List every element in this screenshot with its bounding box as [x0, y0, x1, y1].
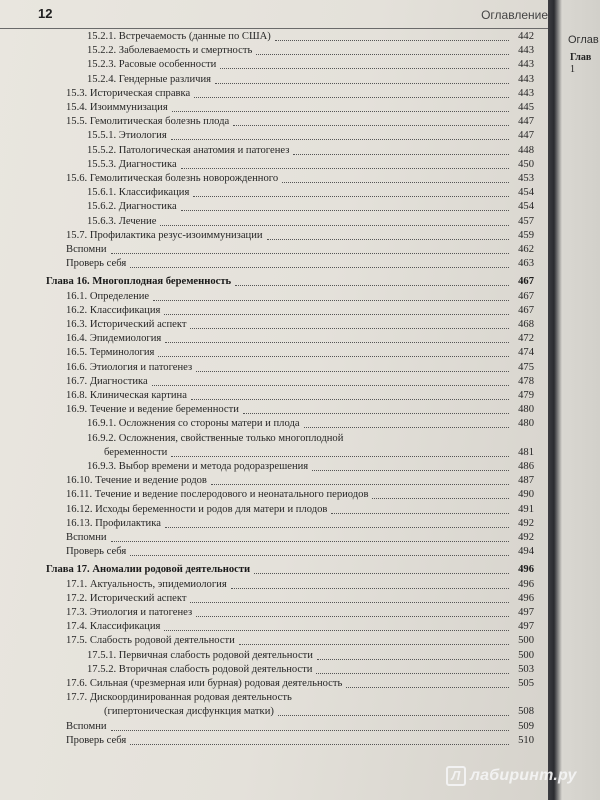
toc-entry: 16.3. Исторический аспект 468	[66, 319, 534, 330]
toc-chapter-heading: Глава 16. Многоплодная беременность 467	[46, 276, 534, 288]
toc-entry: 16.12. Исходы беременности и родов для матери и плодов 491	[66, 503, 534, 515]
toc-entry: 16.9.3. Выбор времени и метода родоразрешения 486	[87, 461, 534, 472]
toc-entry: 16.11. Течение и ведение послеродового и неонатального периодов 490	[66, 489, 534, 501]
toc-entry-first-line: 16.9.2. Осложнения, свойственные только многоплодной	[87, 432, 344, 444]
toc-entry: 16.13. Профилактика 492	[66, 517, 534, 529]
toc-entry: Проверь себя 463	[66, 258, 534, 270]
toc-entry: 16.10. Течение и ведение родов 487	[66, 475, 534, 487]
toc-entry: 15.5.2. Патологическая анатомия и патогенез 448	[87, 144, 534, 156]
toc-entry: 15.5.1. Этиология 447	[87, 130, 534, 142]
toc-entry: 15.2.2. Заболеваемость и смертность 443	[87, 45, 534, 57]
toc-entry: 17.6. Сильная (чрезмерная или бурная) родовая деятельность 505	[66, 678, 534, 689]
toc-entry: (гипертоническая дисфункция матки) 508	[104, 706, 534, 718]
toc-entry: 15.5.3. Диагностика 450	[87, 158, 534, 170]
toc-entry: 15.7. Профилактика резус-изоиммунизации 459	[66, 229, 534, 241]
toc-entry: 15.4. Изоиммунизация 445	[66, 102, 534, 113]
toc-entry: Вспомни 509	[66, 720, 534, 732]
toc-entry: 15.2.1. Встречаемость (данные по США) 442	[87, 31, 534, 42]
toc-entry: 16.7. Диагностика 478	[66, 375, 534, 387]
facing-running-title: Оглав	[568, 34, 599, 46]
toc-entry: 15.6. Гемолитическая болезнь новорожденного 453	[66, 173, 534, 184]
facing-page-edge	[548, 0, 600, 800]
toc-entry: 17.2. Исторический аспект 496	[66, 592, 534, 604]
toc-entry: 15.6.2. Диагностика 454	[87, 201, 534, 213]
toc-entry: 16.2. Классификация 467	[66, 304, 534, 316]
toc-entry: 15.2.4. Гендерные различия 443	[87, 73, 534, 85]
toc-chapter-heading: Глава 17. Аномалии родовой деятельности 496	[46, 564, 534, 576]
toc-entry: Проверь себя 510	[66, 734, 534, 746]
toc-entry: 15.3. Историческая справка 443	[66, 87, 534, 99]
toc-entry: 15.6.1. Классификация 454	[87, 187, 534, 199]
labirint-logo-icon: Л	[446, 766, 466, 786]
toc-entry: 17.4. Классификация 497	[66, 621, 534, 633]
toc-entry: Вспомни 492	[66, 532, 534, 543]
toc-entry: 15.5. Гемолитическая болезнь плода 447	[66, 116, 534, 128]
page-number: 12	[38, 6, 53, 21]
running-title: Оглавление	[481, 8, 548, 22]
toc-entry: 17.5.1. Первичная слабость родовой деятельности 500	[87, 649, 534, 661]
toc-entry: 17.5. Слабость родовой деятельности 500	[66, 635, 534, 647]
toc-entry: Проверь себя 494	[66, 546, 534, 558]
watermark: Л лабиринт.ру	[446, 766, 577, 786]
toc-entry-first-line: 17.7. Дискоординированная родовая деятельность	[66, 692, 292, 704]
facing-text-fragment: Глав	[570, 52, 592, 63]
toc-entry: Вспомни 462	[66, 244, 534, 255]
facing-text-fragment: 1	[570, 64, 575, 75]
toc-entry: 17.1. Актуальность, эпидемиология 496	[66, 578, 534, 590]
toc-entry: 15.6.3. Лечение 457	[87, 215, 534, 227]
toc-entry: 16.5. Терминология 474	[66, 347, 534, 359]
toc-entry: беременности 481	[104, 446, 534, 458]
toc-entry: 16.4. Эпидемиология 472	[66, 333, 534, 345]
toc-entry: 15.2.3. Расовые особенности 443	[87, 59, 534, 71]
toc-entry: 16.6. Этиология и патогенез 475	[66, 361, 534, 373]
page-header	[0, 0, 548, 29]
toc-entry: 16.8. Клиническая картина 479	[66, 390, 534, 401]
toc-entry: 16.9. Течение и ведение беременности 480	[66, 404, 534, 416]
toc-entry: 16.9.1. Осложнения со стороны матери и плода 480	[87, 418, 534, 430]
toc-entry: 16.1. Определение 467	[66, 290, 534, 302]
toc-entry: 17.5.2. Вторичная слабость родовой деятельности 503	[87, 663, 534, 675]
toc-entry: 17.3. Этиология и патогенез 497	[66, 607, 534, 618]
